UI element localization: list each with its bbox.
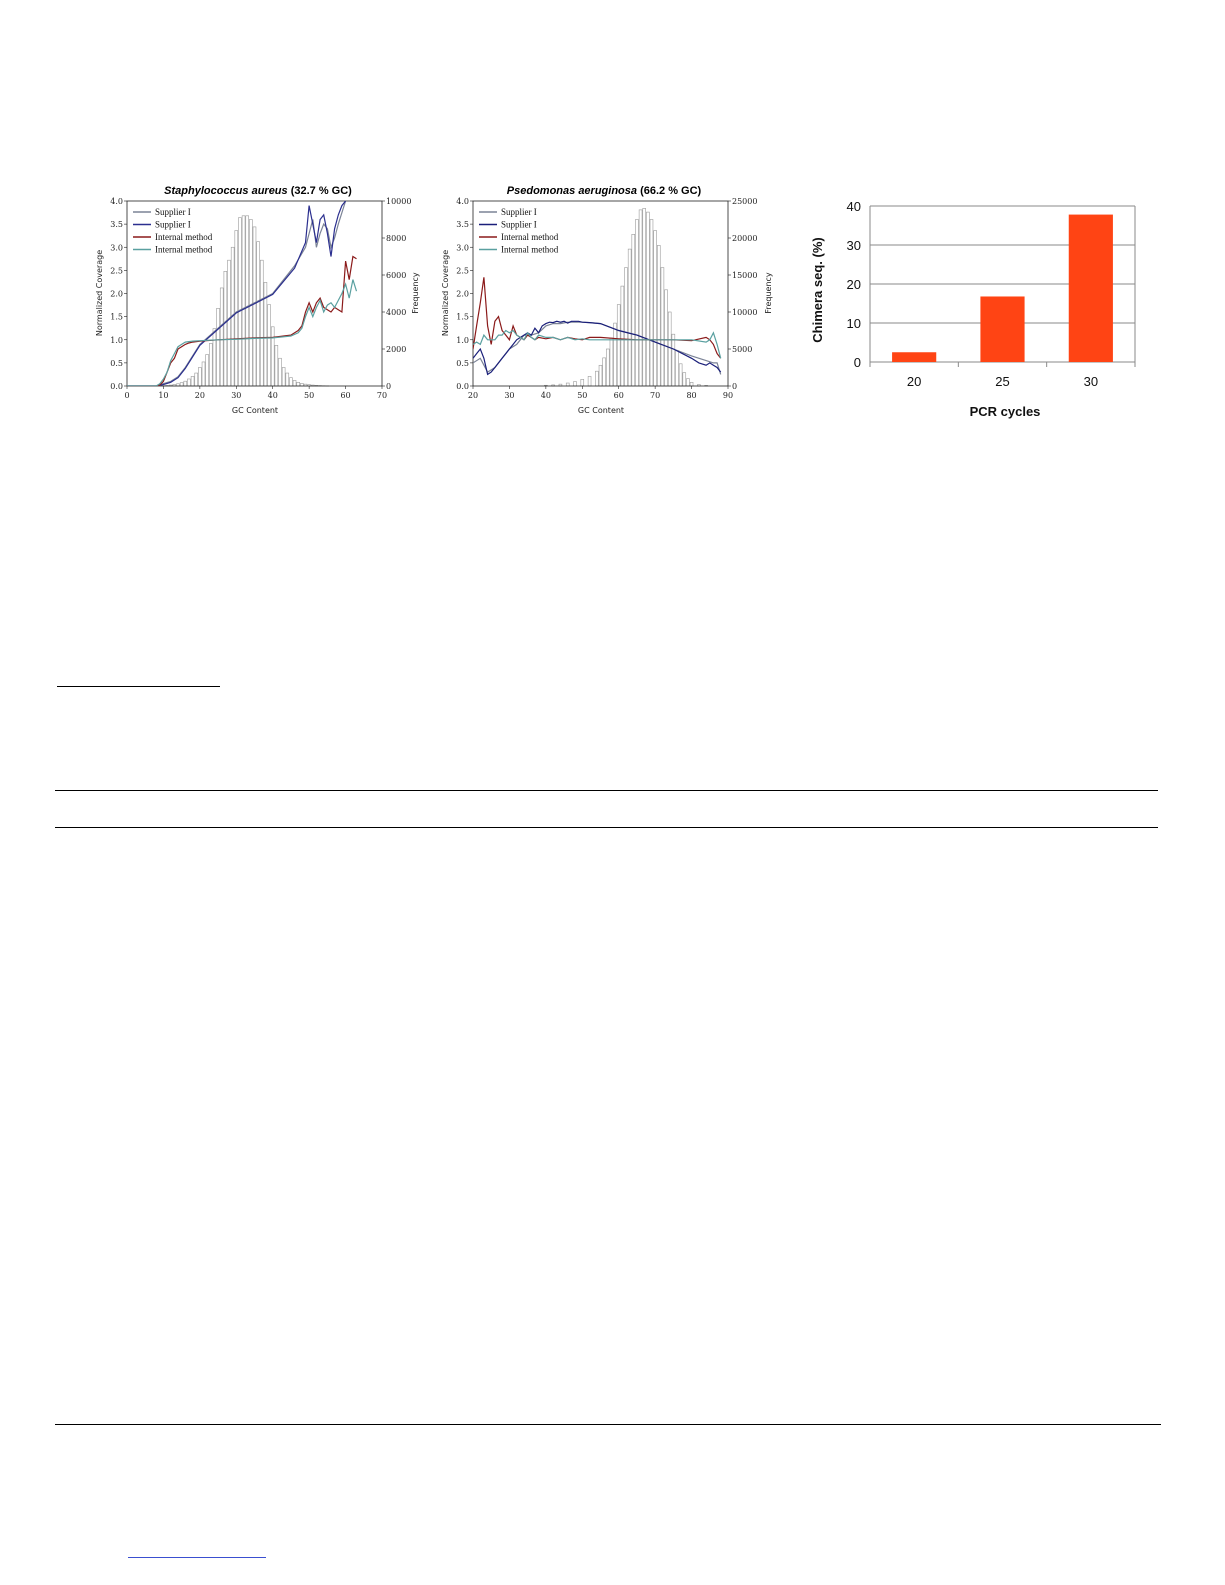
chart2-y2tick-label: 0 (732, 382, 738, 391)
chart2-xlabel: GC Content (577, 406, 625, 415)
chart1-hist-bar (206, 355, 209, 386)
chart1-title-rest: (32.7 % GC) (287, 185, 352, 197)
chart1-title (164, 185, 352, 197)
chart2-hist-bar (606, 349, 609, 386)
chart3-plot (847, 199, 1135, 389)
chart1-hist-bar (268, 305, 271, 386)
chart2-hist-bar (566, 383, 569, 386)
chart1-hist-bar (275, 345, 278, 386)
chart1-hist-bar (242, 216, 245, 386)
chart1-xtick-label: 0 (124, 391, 130, 400)
chart2-hist-bar (632, 234, 635, 386)
chart2-hist-bar (668, 312, 671, 386)
chart3-bar (892, 352, 936, 362)
chart-pseudomonas (436, 180, 786, 420)
chart2-hist-bar (639, 210, 642, 386)
chart2-ytick-label: 3.0 (456, 243, 469, 253)
chart2-ytick-label: 0.5 (456, 358, 469, 368)
chart1-hist-bar (249, 220, 252, 387)
chart2-series-line-3 (473, 277, 721, 358)
chart2-xtick-label: 30 (504, 391, 515, 400)
chart1-hist-bar (187, 379, 190, 386)
chart2-hist-bar (650, 220, 653, 387)
chart1-series-line-3 (127, 257, 357, 387)
chart1-y2tick-label: 0 (386, 382, 392, 391)
chart2-y2tick-label: 10000 (732, 308, 758, 317)
chart1-y2tick-label: 6000 (386, 271, 407, 280)
chart1-hist-bar (209, 343, 212, 386)
chart2-title-italic: Psedomonas aeruginosa (506, 185, 638, 197)
chart2-xtick-label: 80 (686, 391, 697, 400)
chart3-bar (1069, 215, 1113, 362)
chart1-hist-bar (224, 271, 227, 386)
chart2-hist-bar (672, 334, 675, 386)
chart1-legend-label: Internal method (155, 244, 213, 255)
chart2-ytick-label: 0.0 (456, 382, 469, 391)
chart1-ytick-label: 0.0 (110, 382, 123, 391)
chart2-hist-bar (595, 371, 598, 386)
chart1-y2tick-label: 4000 (386, 308, 407, 317)
chart2-hist-bar (574, 382, 577, 386)
table-top-rule (55, 790, 1158, 791)
chart2-hist-bar (625, 268, 628, 386)
chart1-legend-label: Supplier I (155, 207, 191, 217)
chart2-hist-bar (599, 365, 602, 386)
chart2-hist-bar (690, 382, 693, 386)
chart1-hist-bar (246, 216, 249, 386)
chart1-hist-bar (217, 308, 220, 386)
footnote-link-underline[interactable] (128, 1557, 266, 1558)
chart2-legend-label: Supplier I (501, 219, 537, 230)
chart2-hist-bar (661, 268, 664, 386)
chart2-xtick-label: 50 (577, 391, 588, 400)
table-header-rule (55, 827, 1158, 828)
chart-chimera (800, 190, 1160, 430)
chart2-hist-bar (683, 373, 686, 386)
chart2-xtick-label: 20 (467, 391, 479, 400)
chart1-title-italic: Staphylococcus aureus (164, 185, 288, 197)
chart1-hist-bar (202, 362, 205, 386)
chart2-hist-bar (635, 220, 638, 387)
chart2-title-rest: (66.2 % GC) (637, 185, 702, 197)
chart2-ytick-label: 1.0 (456, 335, 469, 345)
chart2-hist-bar (603, 358, 606, 386)
chart3-ytick-label: 40 (846, 199, 861, 214)
chart3-ytick-label: 30 (846, 238, 861, 253)
chart1-hist-bar (293, 380, 296, 386)
chart2-hist-bar (621, 286, 624, 386)
chart3-ytick-label: 10 (846, 316, 861, 331)
chart2-hist-bar (676, 350, 679, 386)
chart3-xtick-label: 30 (1083, 374, 1099, 389)
chart1-ytick-label: 1.5 (110, 312, 123, 322)
chart1-y2tick-label: 8000 (386, 234, 407, 243)
chart1-hist-bar (228, 260, 231, 386)
chart2-ytick-label: 2.0 (456, 289, 469, 299)
chart3-bar (980, 296, 1024, 362)
chart2-ytick-label: 3.5 (456, 220, 469, 230)
chart2-y2tick-label: 15000 (732, 271, 758, 280)
chart1-hist-bar (184, 381, 187, 386)
chart1-series-line-4 (127, 280, 357, 386)
chart2-legend-label: Internal method (501, 232, 559, 242)
chart1-hist-bar (271, 327, 274, 386)
chart1-ytick-label: 3.5 (110, 220, 123, 230)
chart1-hist-bar (257, 242, 260, 386)
chart1-hist-bar (191, 376, 194, 386)
chart1-xtick-label: 50 (304, 391, 315, 400)
chart1-y2label: Frequency (411, 272, 420, 314)
chart2-ytick-label: 1.5 (456, 312, 469, 322)
chart1-hist-bar (279, 358, 282, 386)
chart1-hist-bar (282, 368, 285, 387)
footnote-separator (55, 1424, 1161, 1425)
chart1-ylabel: Normalized Coverage (95, 249, 104, 337)
chart1-y2tick-label: 10000 (386, 197, 412, 206)
chart2-hist-bar (643, 208, 646, 386)
chart1-ytick-label: 2.5 (110, 266, 123, 276)
chart1-hist-bar (297, 382, 300, 386)
chart3-ytick-label: 0 (853, 355, 861, 370)
chart1-xtick-label: 20 (194, 391, 205, 400)
chart2-hist-bar (646, 212, 649, 386)
chart2-y2label: Frequency (764, 272, 773, 314)
chart2-ylabel: Normalized Coverage (441, 249, 450, 337)
chart-staphylococcus (90, 180, 430, 420)
chart1-hist-bar (253, 227, 256, 386)
chart1-ytick-label: 4.0 (110, 197, 123, 206)
chart2-ytick-label: 2.5 (456, 266, 469, 276)
chart2-hist-bar (628, 249, 631, 386)
chart1-legend-label: Internal method (155, 232, 213, 242)
chart1-xtick-label: 60 (340, 391, 351, 400)
chart2-hist-bar (588, 376, 591, 386)
chart2-xtick-label: 90 (722, 391, 734, 400)
chart1-xtick-label: 40 (267, 391, 278, 400)
chart1-hist-bar (238, 218, 241, 386)
chart1-hist-bar (235, 231, 238, 386)
chart2-hist-bar (686, 379, 689, 386)
chart1-hist-bar (195, 373, 198, 386)
chart2-hist-bar (679, 364, 682, 386)
chart1-hist-bar (180, 383, 183, 386)
chart2-y2tick-label: 25000 (732, 197, 758, 206)
chart1-ytick-label: 3.0 (110, 243, 123, 253)
chart2-legend-label: Internal method (501, 244, 559, 255)
chart1-hist-bar (286, 373, 289, 386)
chart2-title (507, 185, 702, 197)
chart1-hist-bar (220, 288, 223, 386)
chart3-xtick-label: 20 (906, 374, 922, 389)
chart2-y2tick-label: 5000 (732, 345, 753, 354)
chart3-xtick-label: 25 (995, 374, 1010, 389)
chart1-ytick-label: 2.0 (110, 289, 123, 299)
chart1-hist-bar (213, 329, 216, 386)
chart2-y2tick-label: 20000 (732, 234, 758, 243)
chart2-hist-bar (665, 290, 668, 386)
chart1-xlabel: GC Content (231, 406, 279, 415)
chart2-series-line-2 (473, 321, 721, 374)
chart2-xtick-label: 70 (650, 391, 661, 400)
chart2-xtick-label: 40 (540, 391, 551, 400)
chart2-xtick-label: 60 (613, 391, 624, 400)
chart2-hist-bar (657, 245, 660, 386)
chart1-xtick-label: 10 (158, 391, 169, 400)
chart2-hist-bar (654, 231, 657, 386)
chart1-ytick-label: 0.5 (110, 358, 123, 368)
chart1-ytick-label: 1.0 (110, 335, 123, 345)
chart3-xlabel: PCR cycles (969, 404, 1041, 419)
chart2-legend-label: Supplier I (501, 207, 537, 217)
section-underline (57, 686, 220, 687)
chart1-xtick-label: 30 (231, 391, 242, 400)
chart1-xtick-label: 70 (376, 391, 388, 400)
chart3-ylabel: Chimera seq. (%) (810, 237, 825, 343)
chart1-y2tick-label: 2000 (386, 345, 407, 354)
chart2-plot (456, 197, 757, 400)
chart2-hist-bar (581, 379, 584, 386)
chart2-hist-bar (614, 323, 617, 386)
chart2-hist-bar (617, 305, 620, 386)
chart2-ytick-label: 4.0 (456, 197, 469, 206)
chart2-hist-bar (610, 338, 613, 386)
chart1-legend-label: Supplier I (155, 219, 191, 230)
chart1-plot (110, 197, 411, 400)
chart3-ytick-label: 20 (846, 277, 861, 292)
chart1-hist-bar (289, 378, 292, 386)
chart1-hist-bar (260, 260, 263, 386)
chart1-hist-bar (198, 368, 201, 387)
